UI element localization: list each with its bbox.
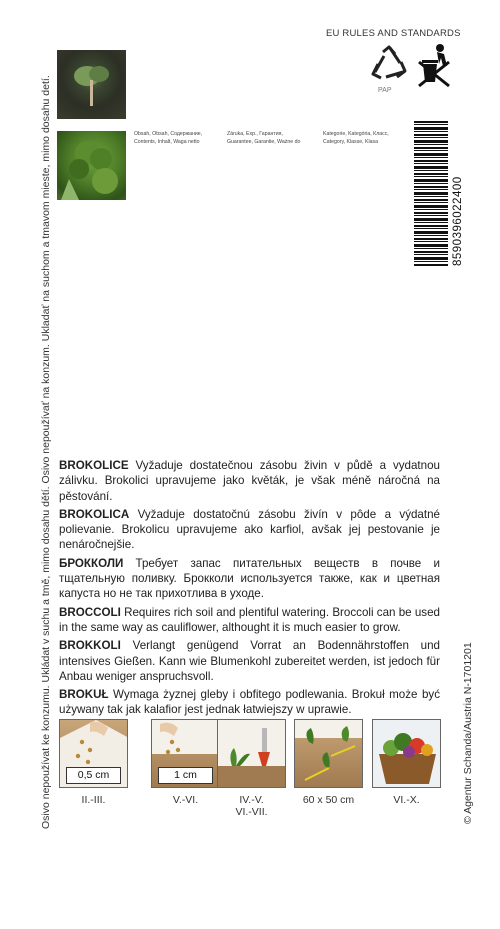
category-label-line: Category, Klasse, Klasa bbox=[323, 138, 378, 145]
variety-name: BROKKOLI bbox=[59, 639, 121, 653]
category-label bbox=[323, 131, 389, 146]
step-label: 60 x 50 cm bbox=[302, 794, 355, 806]
description-text: Vyžaduje dostatočnú zásobu živín v pôde a výdatné polievanie. Brokolicu upravujeme ako karfiol, avšak jej pestovanie je nenáročnejšie. bbox=[59, 507, 440, 552]
description-text: Vyžaduje dostatečnou zásobu živin v půdě a vydatnou zálivku. Brokolici upravujeme jako květák, je však méně náročná na pěstování. bbox=[59, 459, 440, 503]
seedling-photo bbox=[57, 50, 126, 119]
variety-name: BROKOLICE bbox=[59, 459, 129, 472]
spacing-tile bbox=[294, 719, 363, 788]
variety-name: BROCCOLI bbox=[59, 605, 121, 619]
guarantee-label bbox=[227, 131, 300, 146]
description-ru bbox=[59, 556, 440, 602]
copyright-text: © Agentur Schanda/Austria N-1701201 bbox=[462, 642, 474, 824]
step-label bbox=[217, 794, 286, 818]
category-label-line: Kategorie, Kategória, Класс, bbox=[323, 131, 389, 137]
sowing-depth-tile bbox=[59, 719, 128, 788]
step-label-line: IV.-V. bbox=[239, 794, 264, 806]
description-de bbox=[59, 638, 440, 684]
sowing-depth-caption: 0,5 cm bbox=[66, 767, 121, 784]
step-label: II.-III. bbox=[81, 794, 106, 806]
description-text: Verlangt genügend Vorrat an Bodennährstoffen und intensives Gießen. Kann wie Blumenkohl zubereitet werden, ist jedoch für Anbau weniger anspruchsvoll. bbox=[59, 639, 440, 683]
contents-label-line: Obsah, Obsah, Содержание, bbox=[134, 131, 203, 137]
description-text: Requires rich soil and plentiful watering. Broccoli can be used in the same way as cauliflower, althought it is much easier to grow. bbox=[59, 605, 440, 634]
harvest-tile bbox=[372, 719, 441, 788]
barcode bbox=[414, 121, 448, 266]
step-label-line: VI.-VII. bbox=[235, 806, 268, 818]
eu-rules-heading: EU RULES AND STANDARDS bbox=[326, 28, 461, 39]
broccoli-photo bbox=[57, 131, 126, 200]
guarantee-label-line: Guarantee, Garantie, Ważne do bbox=[227, 138, 301, 145]
description-text: Требует запас питательных веществ в почве и тщательную поливку. Брокколи используется также, как и цветная капуста но не так прихотлива в уходе. bbox=[59, 556, 440, 601]
description-text: Wymaga żyznej gleby i obfitego podlewania. Brokuł może być używany tak jak kalafior jest jednak łatwiejszy w uprawie. bbox=[59, 688, 440, 717]
barcode-number: 8590396022400 bbox=[452, 176, 464, 266]
transplant-tile bbox=[217, 719, 286, 788]
variety-name: БРОККОЛИ bbox=[59, 556, 124, 570]
step-label: V.-VI. bbox=[172, 794, 199, 806]
description-pl bbox=[59, 687, 440, 718]
contents-label-line: Contents, Inhalt, Waga netto bbox=[134, 138, 200, 145]
description-sk bbox=[59, 507, 440, 553]
storage-warning-text: Osivo nepoužívat ke konzumu. Ukládat v suchu a tmě, mimo dosahu dětí. Osivo nepoužívať na konzum. Ukladať na suchom a tmavom mieste, mimo dosahu detí. bbox=[40, 75, 52, 829]
variety-name: BROKUŁ bbox=[59, 688, 109, 702]
description-en bbox=[59, 605, 440, 636]
contents-label bbox=[134, 131, 202, 146]
recycle-icon bbox=[370, 44, 408, 84]
description-cs bbox=[59, 458, 440, 504]
recycle-label: PAP bbox=[378, 87, 392, 94]
step-label: VI.-X. bbox=[393, 794, 420, 806]
variety-name: BROKOLICA bbox=[59, 507, 130, 521]
sowing-outdoor-tile bbox=[151, 719, 220, 788]
description-block bbox=[59, 458, 440, 721]
sowing-outdoor-caption: 1 cm bbox=[158, 767, 213, 784]
guarantee-label-line: Záruka, Exp., Гарантия, bbox=[227, 131, 283, 137]
trash-bin-icon bbox=[417, 42, 453, 92]
